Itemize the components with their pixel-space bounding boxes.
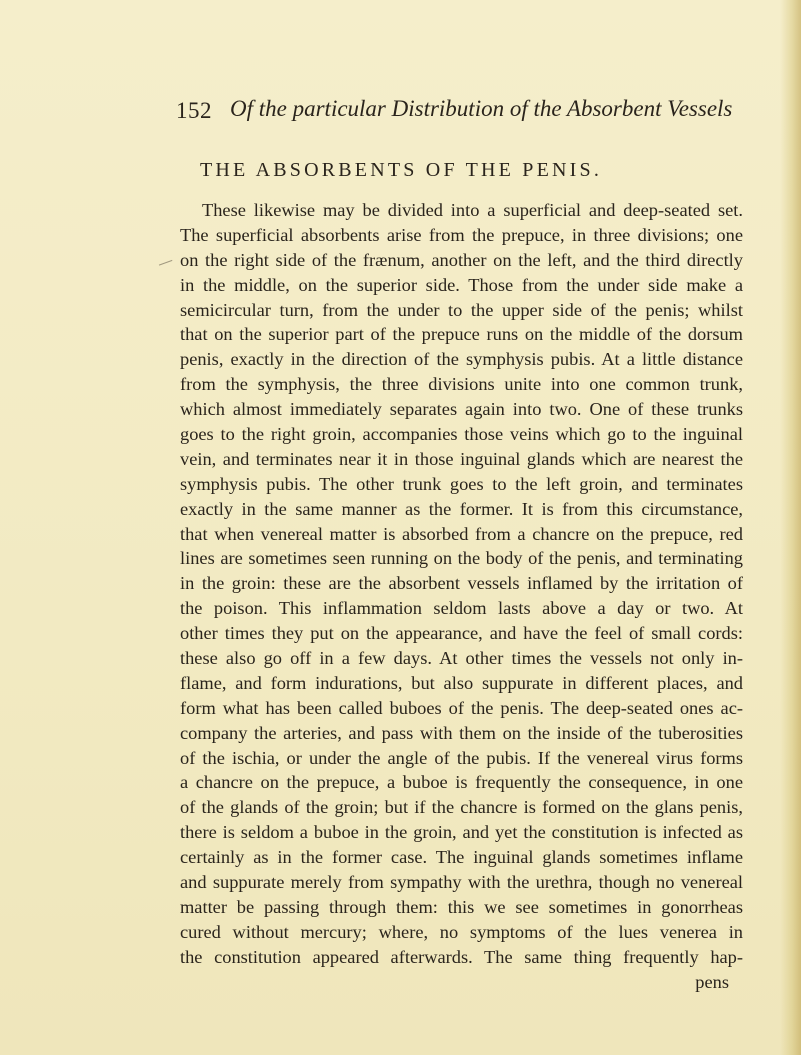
section-heading: THE ABSORBENTS OF THE PENIS.	[200, 159, 603, 181]
text-line: that when venereal matter is absorbed from a chancre on the prepuce, red	[180, 523, 743, 544]
text-line: the constitution appeared afterwards. The same thing frequently hap-	[180, 946, 743, 967]
text-line: goes to the right groin, accompanies those veins which go to the inguinal	[180, 424, 743, 445]
text-line: These likewise may be divided into a superficial and deep-seated set.	[202, 200, 743, 220]
margin-mark	[159, 260, 175, 273]
text-line: in the middle, on the superior side. Those from the under side make a	[180, 274, 743, 295]
text-line: on the right side of the frænum, another on the left, and the third directly	[180, 249, 743, 270]
text-line: the poison. This inflammation seldom lasts above a day or two. At	[180, 598, 743, 619]
text-line: of the glands of the groin; but if the chancre is formed on the glans penis,	[180, 797, 743, 818]
text-line: form what has been called buboes of the penis. The deep-seated ones ac-	[180, 697, 743, 718]
text-line: penis, exactly in the direction of the symphysis pubis. At a little distance	[180, 349, 743, 370]
running-title: Of the particular Distribution of the Absorbent Vessels	[230, 96, 733, 121]
page-number: 152	[176, 98, 212, 123]
text-line: cured without mercury; where, no symptoms of the lues venerea in	[180, 921, 743, 942]
text-line: semicircular turn, from the under to the upper side of the penis; whilst	[180, 299, 743, 320]
text-line: matter be passing through them: this we see sometimes in gonorrheas	[180, 896, 743, 917]
body-paragraph	[180, 198, 743, 995]
catchword: pens	[695, 971, 729, 992]
text-line: that on the superior part of the prepuce runs on the middle of the dorsum	[180, 324, 743, 345]
text-line: these also go off in a few days. At other times the vessels not only in-	[180, 648, 743, 669]
text-line: certainly as in the former case. The inguinal glands sometimes inflame	[180, 847, 743, 868]
running-head	[176, 96, 733, 126]
text-line: company the arteries, and pass with them on the inside of the tuberosities	[180, 722, 743, 743]
text-line: which almost immediately separates again into two. One of these trunks	[180, 399, 743, 420]
text-line: there is seldom a buboe in the groin, and yet the constitution is infected as	[180, 822, 743, 843]
text-line: The superficial absorbents arise from the prepuce, in three divisions; one	[180, 224, 743, 245]
text-line: a chancre on the prepuce, a buboe is frequently the consequence, in one	[180, 772, 743, 793]
text-line: vein, and terminates near it in those inguinal glands which are nearest the	[180, 448, 743, 469]
text-line: symphysis pubis. The other trunk goes to the left groin, and terminates	[180, 473, 743, 494]
text-line: from the symphysis, the three divisions unite into one common trunk,	[180, 374, 743, 395]
text-line: of the ischia, or under the angle of the pubis. If the venereal virus forms	[180, 747, 743, 768]
text-line: exactly in the same manner as the former. It is from this circumstance,	[180, 498, 743, 519]
text-line: and suppurate merely from sympathy with the urethra, though no venereal	[180, 872, 743, 893]
text-line: flame, and form indurations, but also suppurate in different places, and	[180, 672, 743, 693]
text-line: other times they put on the appearance, and have the feel of small cords:	[180, 623, 743, 644]
text-line: in the groin: these are the absorbent vessels inflamed by the irritation of	[180, 573, 743, 594]
text-line: lines are sometimes seen running on the body of the penis, and terminating	[180, 548, 743, 569]
